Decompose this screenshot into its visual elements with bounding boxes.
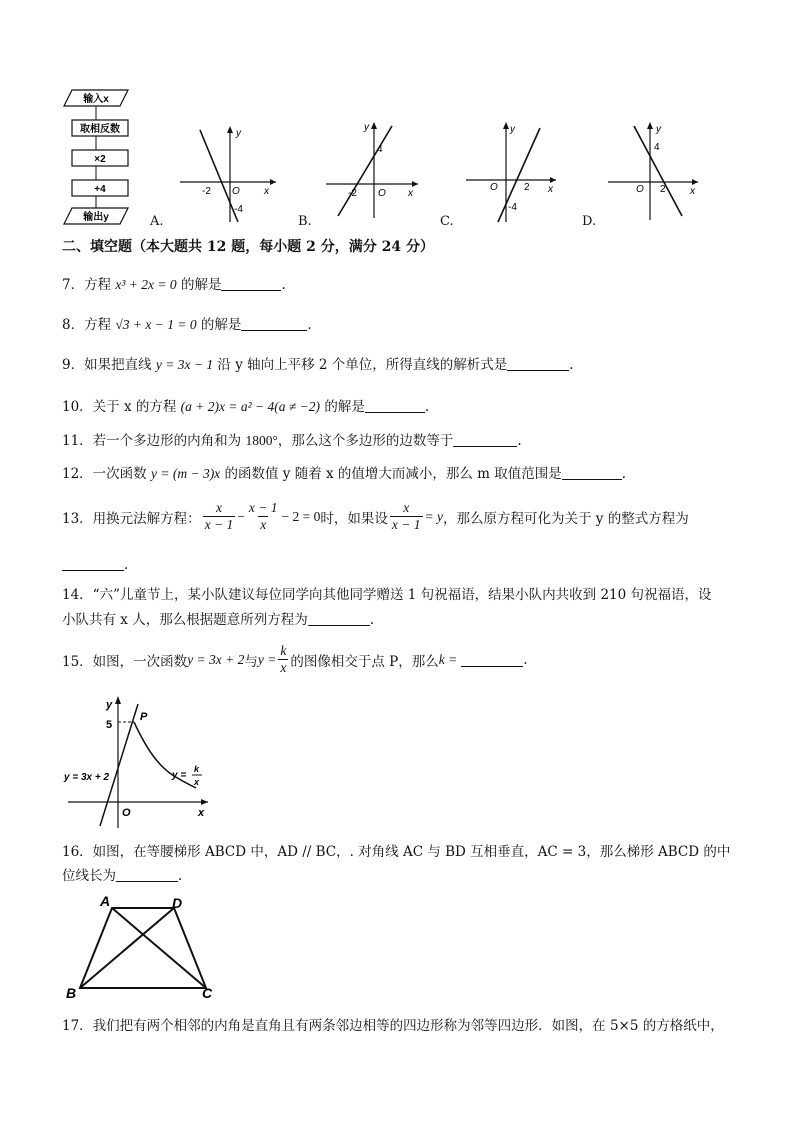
graph-c-2: 2 (524, 182, 530, 193)
question-16-line-2 (62, 864, 182, 884)
q14-end: . (369, 612, 374, 628)
graph-b-origin: O (378, 188, 386, 199)
graph-d (604, 118, 704, 222)
fig15-origin: O (122, 807, 131, 819)
fig16-vertex-d: D (172, 895, 183, 911)
q13-text-1: 时，如果设 (320, 510, 388, 527)
graph-c (462, 118, 562, 224)
q16-answer-blank[interactable] (116, 867, 178, 882)
q8-answer-blank[interactable] (241, 316, 307, 331)
graph-c-x: x (548, 184, 553, 195)
q13-pre: 13．用换元法解方程： (62, 510, 201, 527)
q16-end: . (178, 868, 183, 884)
q12-equation: y = (m − 3)x (150, 466, 221, 481)
question-11 (62, 429, 522, 449)
q15-pre: 15．如图，一次函数 (62, 653, 188, 670)
q12-post: 的函数值 y 随着 x 的值增大而减小，那么 m 取值范围是 (220, 466, 562, 482)
question-9 (62, 353, 574, 373)
question-14-line-1: 14．“六”儿童节上，某小队建议每位同学向其他同学赠送 1 句祝福语，结果小队内共收到 210 句祝福语，设 (62, 587, 712, 603)
fig15-x-axis: x (198, 807, 205, 819)
q9-end: . (569, 357, 574, 373)
q9-pre: 9．如果把直线 (62, 357, 156, 373)
q11-pre: 11．若一个多边形的内角和为 (62, 433, 246, 449)
q15-and: 与 (244, 653, 258, 670)
q7-end: . (281, 277, 286, 293)
q15-post: 的图像相交于点 P，那么 (290, 653, 439, 670)
q13-fraction-3: $\frac{x}{x - 1}$ (391, 500, 421, 532)
q7-answer-blank[interactable] (221, 276, 281, 291)
question-16-line-1: 16．如图，在等腰梯形 ABCD 中，AD // BC，. 对角线 AC 与 BD 互相垂直，AC = 3，那么梯形 ABCD 的中 (62, 844, 731, 860)
question-12 (62, 462, 626, 482)
q7-equation: x³ + 2x = 0 (115, 277, 177, 292)
graph-b-4: 4 (377, 144, 383, 155)
q10-equation: (a + 2)x = a² − 4(a ≠ −2) (180, 399, 321, 414)
fig15-point-p: P (140, 711, 148, 723)
q8-post: 的解是 (196, 317, 242, 333)
q9-equation: y = 3x − 1 (155, 357, 214, 372)
section-2-title: 二、填空题（本大题共 12 题，每小题 2 分，满分 24 分） (62, 239, 434, 255)
fig15-line-label: y = 3x + 2 (64, 772, 110, 783)
option-c-label: C. (440, 214, 454, 229)
q10-post: 的解是 (320, 399, 365, 415)
q12-answer-blank[interactable] (562, 465, 622, 480)
option-a-label: A. (150, 214, 164, 229)
flowchart-step-plus4: +4 (94, 184, 106, 195)
option-d-label: D. (582, 214, 597, 229)
q8-equation: √3 + x − 1 = 0 (115, 317, 197, 332)
question-17-line-1: 17．我们把有两个相邻的内角是直角且有两条邻边相等的四边形称为邻等四边形．如图，在 5×5 的方格纸中， (62, 1018, 724, 1034)
fig16-vertex-b: B (66, 985, 77, 1001)
graph-d-origin: O (636, 184, 644, 195)
q13-substitution: = y (424, 508, 443, 524)
q14-answer-blank[interactable] (308, 611, 370, 626)
graph-a-origin: O (232, 186, 240, 197)
graph-c-origin: O (490, 182, 498, 193)
graph-a-y: y (236, 128, 241, 139)
question-14-line-2 (62, 608, 374, 628)
graph-b (322, 118, 426, 222)
q11-angle-sum: 1800° (245, 433, 278, 448)
fig16-vertex-c: C (202, 985, 213, 1001)
q13-fraction-1: $\frac{x}{x - 1}$ (204, 500, 234, 532)
q15-k-equals: k = (438, 651, 458, 667)
q9-answer-blank[interactable] (507, 356, 569, 371)
q15-linear-function: y = 3x + 2 (187, 651, 245, 667)
q13-equals: − 2 = 0 (281, 508, 321, 524)
graph-d-4: 4 (654, 142, 660, 153)
q15-end: . (523, 651, 528, 668)
question-13-answer-line (62, 556, 128, 573)
q10-pre: 10．关于 x 的方程 (62, 399, 181, 415)
graph-d-x: x (690, 186, 695, 197)
q13-fraction-2: $\frac{x - 1}{x}$ (248, 500, 278, 532)
flowchart-step-times2: ×2 (94, 154, 106, 165)
graph-d-2: 2 (660, 184, 666, 195)
graph-b-x: x (408, 188, 413, 199)
option-b-label: B. (298, 214, 312, 229)
question-15 (62, 643, 528, 676)
q8-pre: 8．方程 (62, 317, 116, 333)
graph-a-x: x (264, 186, 269, 197)
q11-post: ，那么这个多边形的边数等于 (277, 433, 454, 449)
q15-answer-blank[interactable] (461, 652, 523, 667)
q11-end: . (517, 433, 522, 449)
q13-answer-blank[interactable] (62, 556, 124, 571)
q8-end: . (307, 317, 312, 333)
figure-15 (62, 692, 212, 830)
q13-minus: − (237, 508, 245, 524)
fig16-vertex-a: A (100, 893, 111, 909)
q7-pre: 7．方程 (62, 277, 116, 293)
question-13 (62, 500, 689, 533)
graph-c-neg4: -4 (508, 202, 517, 213)
figure-16 (62, 892, 232, 1004)
flowchart (62, 86, 162, 226)
fig15-y-axis: y (106, 699, 113, 711)
fig15-curve-k: k (194, 764, 200, 774)
fig15-five: 5 (106, 719, 113, 731)
q12-pre: 12．一次函数 (62, 466, 151, 482)
fig15-curve-label: y = (172, 770, 187, 781)
flowchart-step-input: 输入x (83, 94, 109, 105)
graph-c-y: y (510, 124, 515, 135)
q11-answer-blank[interactable] (453, 432, 517, 447)
graph-a (172, 122, 282, 226)
q15-fraction: $\frac{k}{x}$ (280, 643, 287, 675)
graph-b-neg2: -2 (348, 188, 357, 199)
flowchart-step-output: 输出y (83, 212, 109, 223)
q12-end: . (621, 466, 627, 482)
q15-y-equals: y = (257, 651, 277, 667)
q13-end: . (124, 557, 129, 573)
question-7 (62, 273, 286, 293)
fig15-curve-x: x (194, 777, 200, 787)
q10-answer-blank[interactable] (365, 398, 425, 413)
graph-a-neg2: -2 (202, 186, 211, 197)
q16-text: 位线长为 (62, 868, 116, 884)
question-8 (62, 313, 312, 333)
q10-end: . (424, 399, 430, 415)
question-10 (62, 395, 429, 415)
q14-text: 小队共有 x 人，那么根据题意所列方程为 (62, 612, 308, 628)
graph-d-y: y (656, 124, 661, 135)
graph-b-y: y (364, 122, 369, 133)
q7-post: 的解是 (176, 277, 222, 293)
graph-a-neg4: -4 (234, 204, 243, 215)
q9-post: 沿 y 轴向上平移 2 个单位，所得直线的解析式是 (213, 357, 508, 373)
q13-text-2: ，那么原方程可化为关于 y 的整式方程为 (442, 510, 689, 527)
flowchart-step-negate: 取相反数 (80, 124, 120, 135)
